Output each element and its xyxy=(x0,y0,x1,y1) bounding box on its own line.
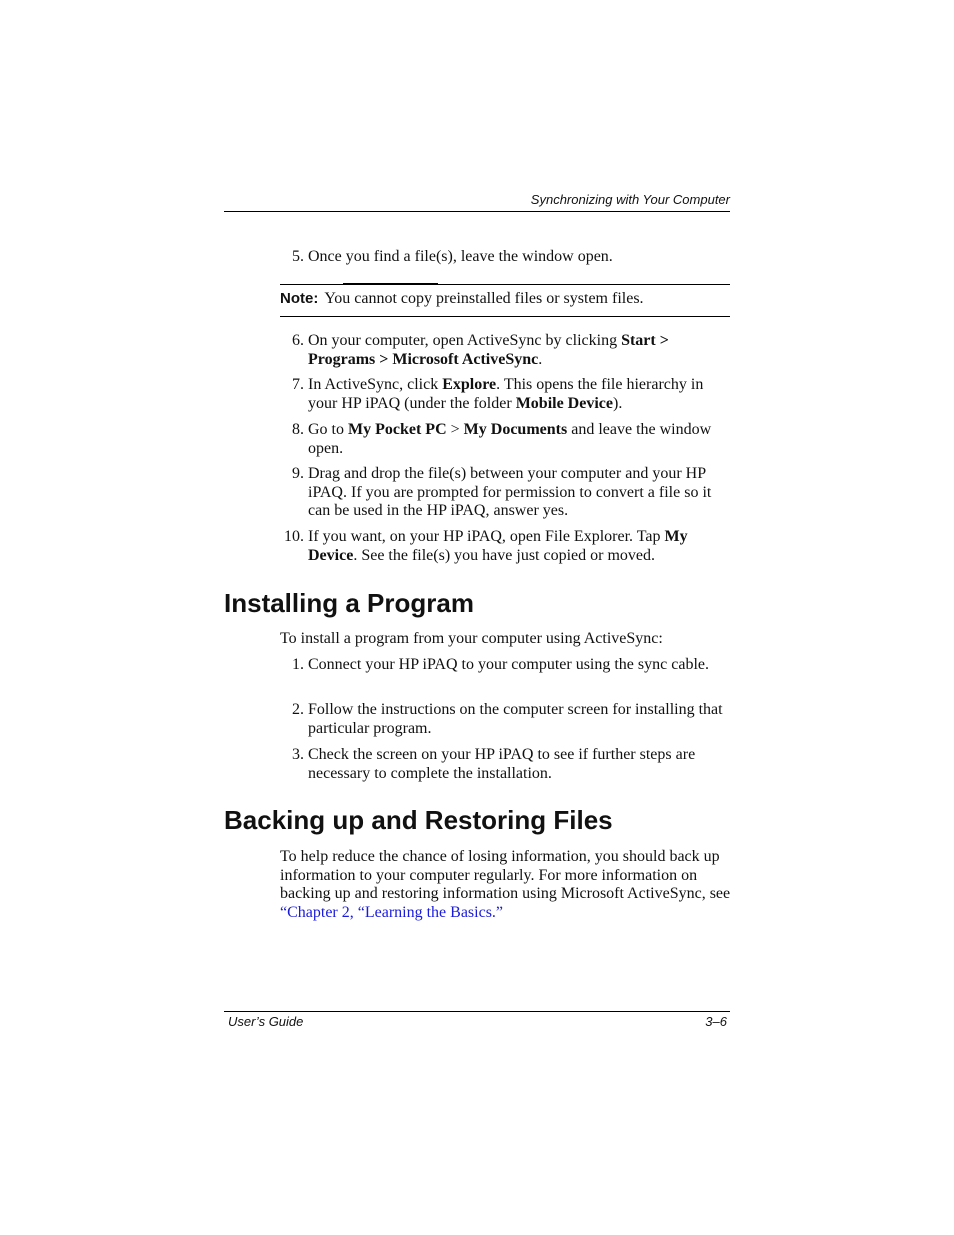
step-text: Connect your HP iPAQ to your computer using the sync cable. xyxy=(308,656,709,673)
step-number: 5. xyxy=(292,248,304,265)
step-number: 8. xyxy=(292,421,304,438)
step-number: 7. xyxy=(292,376,304,393)
page-number: 3–6 xyxy=(705,1014,727,1029)
step-text: Once you find a file(s), leave the window open. xyxy=(308,248,613,265)
step-6 xyxy=(280,332,732,369)
install-intro: To install a program from your computer using ActiveSync: xyxy=(280,630,663,647)
step-number: 9. xyxy=(292,465,304,482)
header-rule xyxy=(224,211,730,212)
install-step-3 xyxy=(280,746,732,783)
footer-rule xyxy=(224,1011,730,1012)
step-number: 10. xyxy=(284,528,304,545)
step-7 xyxy=(280,376,732,413)
step-number: 3. xyxy=(292,746,304,763)
note-rule-bottom xyxy=(280,316,730,317)
note-block xyxy=(280,290,730,309)
step-number: 2. xyxy=(292,701,304,718)
step-9 xyxy=(280,465,732,521)
step-text: If you want, on your HP iPAQ, open File Explorer. Tap My Device. See the file(s) you have just copied or moved. xyxy=(308,528,688,564)
step-8 xyxy=(280,421,732,458)
step-number: 6. xyxy=(292,332,304,349)
footer-guide-title: User’s Guide xyxy=(228,1014,304,1029)
step-text: On your computer, open ActiveSync by clicking Start > Programs > Microsoft ActiveSync. xyxy=(308,332,669,368)
backup-body xyxy=(280,848,732,922)
install-step-1 xyxy=(280,656,732,675)
backup-text: To help reduce the chance of losing information, you should back up information to your computer regularly. For more information on backing up and restoring information using Microsoft ActiveSync, see xyxy=(280,848,731,902)
running-header: Synchronizing with Your Computer xyxy=(530,192,730,207)
note-label: Note: xyxy=(280,290,319,307)
section-heading-backup: Backing up and Restoring Files xyxy=(224,805,613,835)
step-text: Check the screen on your HP iPAQ to see if further steps are necessary to complete the installation. xyxy=(308,746,696,782)
section-heading-installing: Installing a Program xyxy=(224,588,474,618)
chapter-2-link[interactable]: “Chapter 2, “Learning the Basics.” xyxy=(280,903,504,921)
step-5 xyxy=(280,248,732,267)
step-text: Drag and drop the file(s) between your computer and your HP iPAQ. If you are prompted for permission to convert a file so it can be used in the HP iPAQ, answer yes. xyxy=(308,465,712,519)
note-rule-accent xyxy=(343,283,438,285)
step-text: Go to My Pocket PC > My Documents and leave the window open. xyxy=(308,421,712,457)
install-step-2 xyxy=(280,701,732,738)
step-number: 1. xyxy=(292,656,304,673)
note-text: You cannot copy preinstalled files or system files. xyxy=(324,290,644,307)
step-10 xyxy=(280,528,732,565)
step-text: Follow the instructions on the computer screen for installing that particular program. xyxy=(308,701,723,737)
step-text: In ActiveSync, click Explore. This opens the file hierarchy in your HP iPAQ (under the folder Mobile Device). xyxy=(308,376,704,412)
